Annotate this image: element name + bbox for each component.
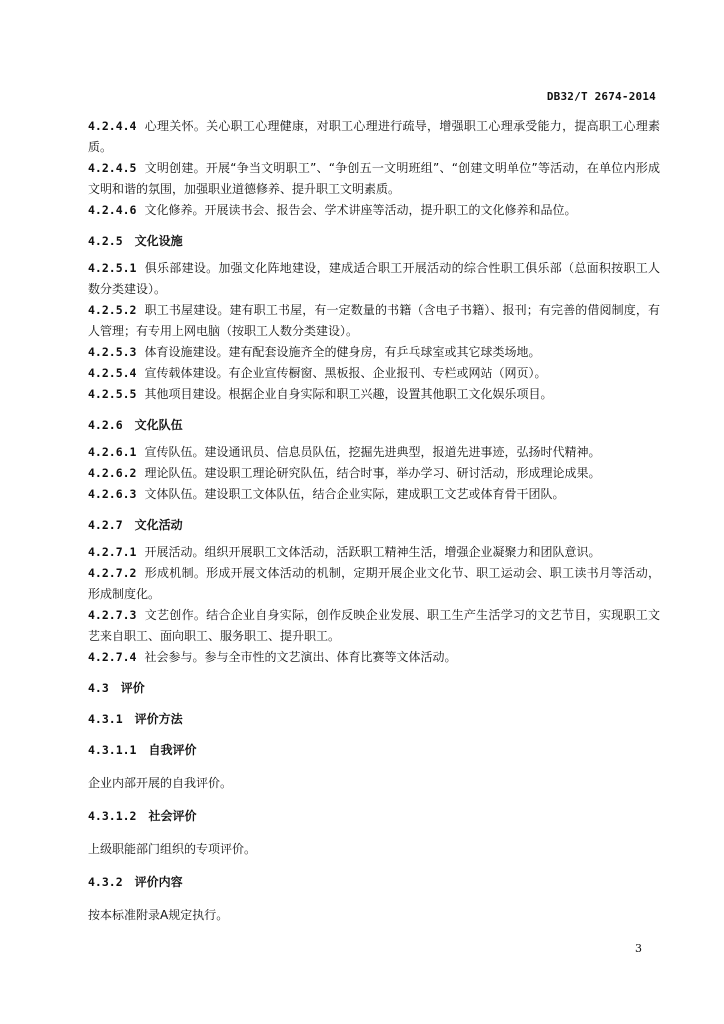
clause-text: 开展活动。组织开展职工文体活动，活跃职工精神生活，增强企业凝聚力和团队意识。 bbox=[144, 545, 601, 559]
body-text: 企业内部开展的自我评价。 bbox=[88, 776, 233, 790]
clause-number: 4.2.6 bbox=[88, 418, 123, 432]
body-text: 按本标准附录A规定执行。 bbox=[88, 908, 229, 922]
clause-text: 宣传载体建设。有企业宣传橱窗、黑板报、企业报刊、专栏或网站（网页）。 bbox=[144, 366, 547, 380]
clause-number: 4.2.6.1 bbox=[88, 445, 137, 459]
clause-paragraph bbox=[88, 442, 660, 463]
clause-text: 文化修养。开展读书会、报告会、学术讲座等活动，提升职工的文化修养和品位。 bbox=[144, 203, 577, 217]
clause-number: 4.2.4.6 bbox=[88, 203, 137, 217]
clause-paragraph bbox=[88, 563, 660, 605]
section-heading bbox=[88, 806, 660, 827]
clause-number: 4.2.5.3 bbox=[88, 345, 137, 359]
section-heading bbox=[88, 415, 660, 436]
clause-number: 4.2.4.5 bbox=[88, 161, 137, 175]
clause-text: 其他项目建设。根据企业自身实际和职工兴趣，设置其他职工文化娱乐项目。 bbox=[144, 387, 553, 401]
clause-text: 文体队伍。建设职工文体队伍，结合企业实际，建成职工文艺或体育骨干团队。 bbox=[144, 487, 565, 501]
heading-text: 评价内容 bbox=[134, 875, 183, 889]
clause-paragraph bbox=[88, 605, 660, 647]
clause-text: 职工书屋建设。建有职工书屋，有一定数量的书籍（含电子书籍）、报刊；有完善的借阅制度，有人管理；有专用上网电脑（按职工人数分类建设）。 bbox=[88, 303, 660, 338]
clause-number: 4.2.7.3 bbox=[88, 608, 137, 622]
standard-code: DB32/T 2674-2014 bbox=[546, 90, 656, 103]
clause-paragraph bbox=[88, 647, 660, 668]
clause-text: 文明创建。开展“争当文明职工”、“争创五一文明班组”、“创建文明单位”等活动，在单位内形成文明和谐的氛围，加强职业道德修养、提升职工文明素质。 bbox=[88, 161, 660, 196]
clause-number: 4.2.4.4 bbox=[88, 119, 137, 133]
clause-number: 4.2.7.4 bbox=[88, 650, 137, 664]
clause-text: 社会参与。参与全市性的文艺演出、体育比赛等文体活动。 bbox=[144, 650, 457, 664]
clause-number: 4.2.7.1 bbox=[88, 545, 137, 559]
clause-number: 4.2.5.4 bbox=[88, 366, 137, 380]
page-number: 3 bbox=[635, 942, 642, 955]
clause-number: 4.2.5.5 bbox=[88, 387, 137, 401]
clause-paragraph bbox=[88, 300, 660, 342]
heading-text: 社会评价 bbox=[148, 809, 197, 823]
clause-number: 4.2.5.2 bbox=[88, 303, 137, 317]
clause-text: 形成机制。形成开展文体活动的机制，定期开展企业文化节、职工运动会、职工读书月等活动，形成制度化。 bbox=[88, 566, 660, 601]
heading-text: 文化活动 bbox=[134, 518, 183, 532]
body-text: 上级职能部门组织的专项评价。 bbox=[88, 842, 257, 856]
heading-text: 文化队伍 bbox=[134, 418, 183, 432]
clause-paragraph bbox=[88, 463, 660, 484]
section-heading bbox=[88, 515, 660, 536]
clause-paragraph bbox=[88, 363, 660, 384]
clause-number: 4.3.2 bbox=[88, 875, 123, 889]
clause-number: 4.2.5 bbox=[88, 234, 123, 248]
clause-number: 4.2.6.2 bbox=[88, 466, 137, 480]
section-heading bbox=[88, 872, 660, 893]
heading-text: 评价 bbox=[120, 681, 145, 695]
heading-text: 自我评价 bbox=[148, 743, 197, 757]
clause-paragraph bbox=[88, 258, 660, 300]
clause-number: 4.2.7 bbox=[88, 518, 123, 532]
clause-number: 4.2.6.3 bbox=[88, 487, 137, 501]
section-heading bbox=[88, 740, 660, 761]
clause-paragraph bbox=[88, 542, 660, 563]
clause-paragraph bbox=[88, 116, 660, 158]
document-body bbox=[88, 116, 660, 938]
clause-paragraph bbox=[88, 484, 660, 505]
heading-text: 评价方法 bbox=[134, 712, 183, 726]
clause-paragraph bbox=[88, 384, 660, 405]
clause-number: 4.3.1.2 bbox=[88, 809, 137, 823]
clause-paragraph bbox=[88, 342, 660, 363]
section-heading bbox=[88, 231, 660, 252]
clause-paragraph bbox=[88, 200, 660, 221]
clause-number: 4.2.7.2 bbox=[88, 566, 137, 580]
clause-number: 4.3 bbox=[88, 681, 109, 695]
clause-text: 文艺创作。结合企业自身实际，创作反映企业发展、职工生产生活学习的文艺节目，实现职工文艺来自职工、面向职工、服务职工、提升职工。 bbox=[88, 608, 660, 643]
clause-text: 理论队伍。建设职工理论研究队伍，结合时事，举办学习、研讨活动，形成理论成果。 bbox=[144, 466, 601, 480]
clause-text: 心理关怀。关心职工心理健康，对职工心理进行疏导，增强职工心理承受能力，提高职工心理素质。 bbox=[88, 119, 660, 154]
section-heading bbox=[88, 709, 660, 730]
clause-number: 4.3.1 bbox=[88, 712, 123, 726]
clause-text: 宣传队伍。建设通讯员、信息员队伍，挖掘先进典型，报道先进事迹，弘扬时代精神。 bbox=[144, 445, 601, 459]
clause-text: 体育设施建设。建有配套设施齐全的健身房，有乒乓球室或其它球类场地。 bbox=[144, 345, 541, 359]
section-heading bbox=[88, 678, 660, 699]
clause-paragraph bbox=[88, 158, 660, 200]
clause-number: 4.2.5.1 bbox=[88, 261, 137, 275]
clause-number: 4.3.1.1 bbox=[88, 743, 137, 757]
clause-text: 俱乐部建设。加强文化阵地建设，建成适合职工开展活动的综合性职工俱乐部（总面积按职工人数分类建设）。 bbox=[88, 261, 660, 296]
heading-text: 文化设施 bbox=[134, 234, 183, 248]
